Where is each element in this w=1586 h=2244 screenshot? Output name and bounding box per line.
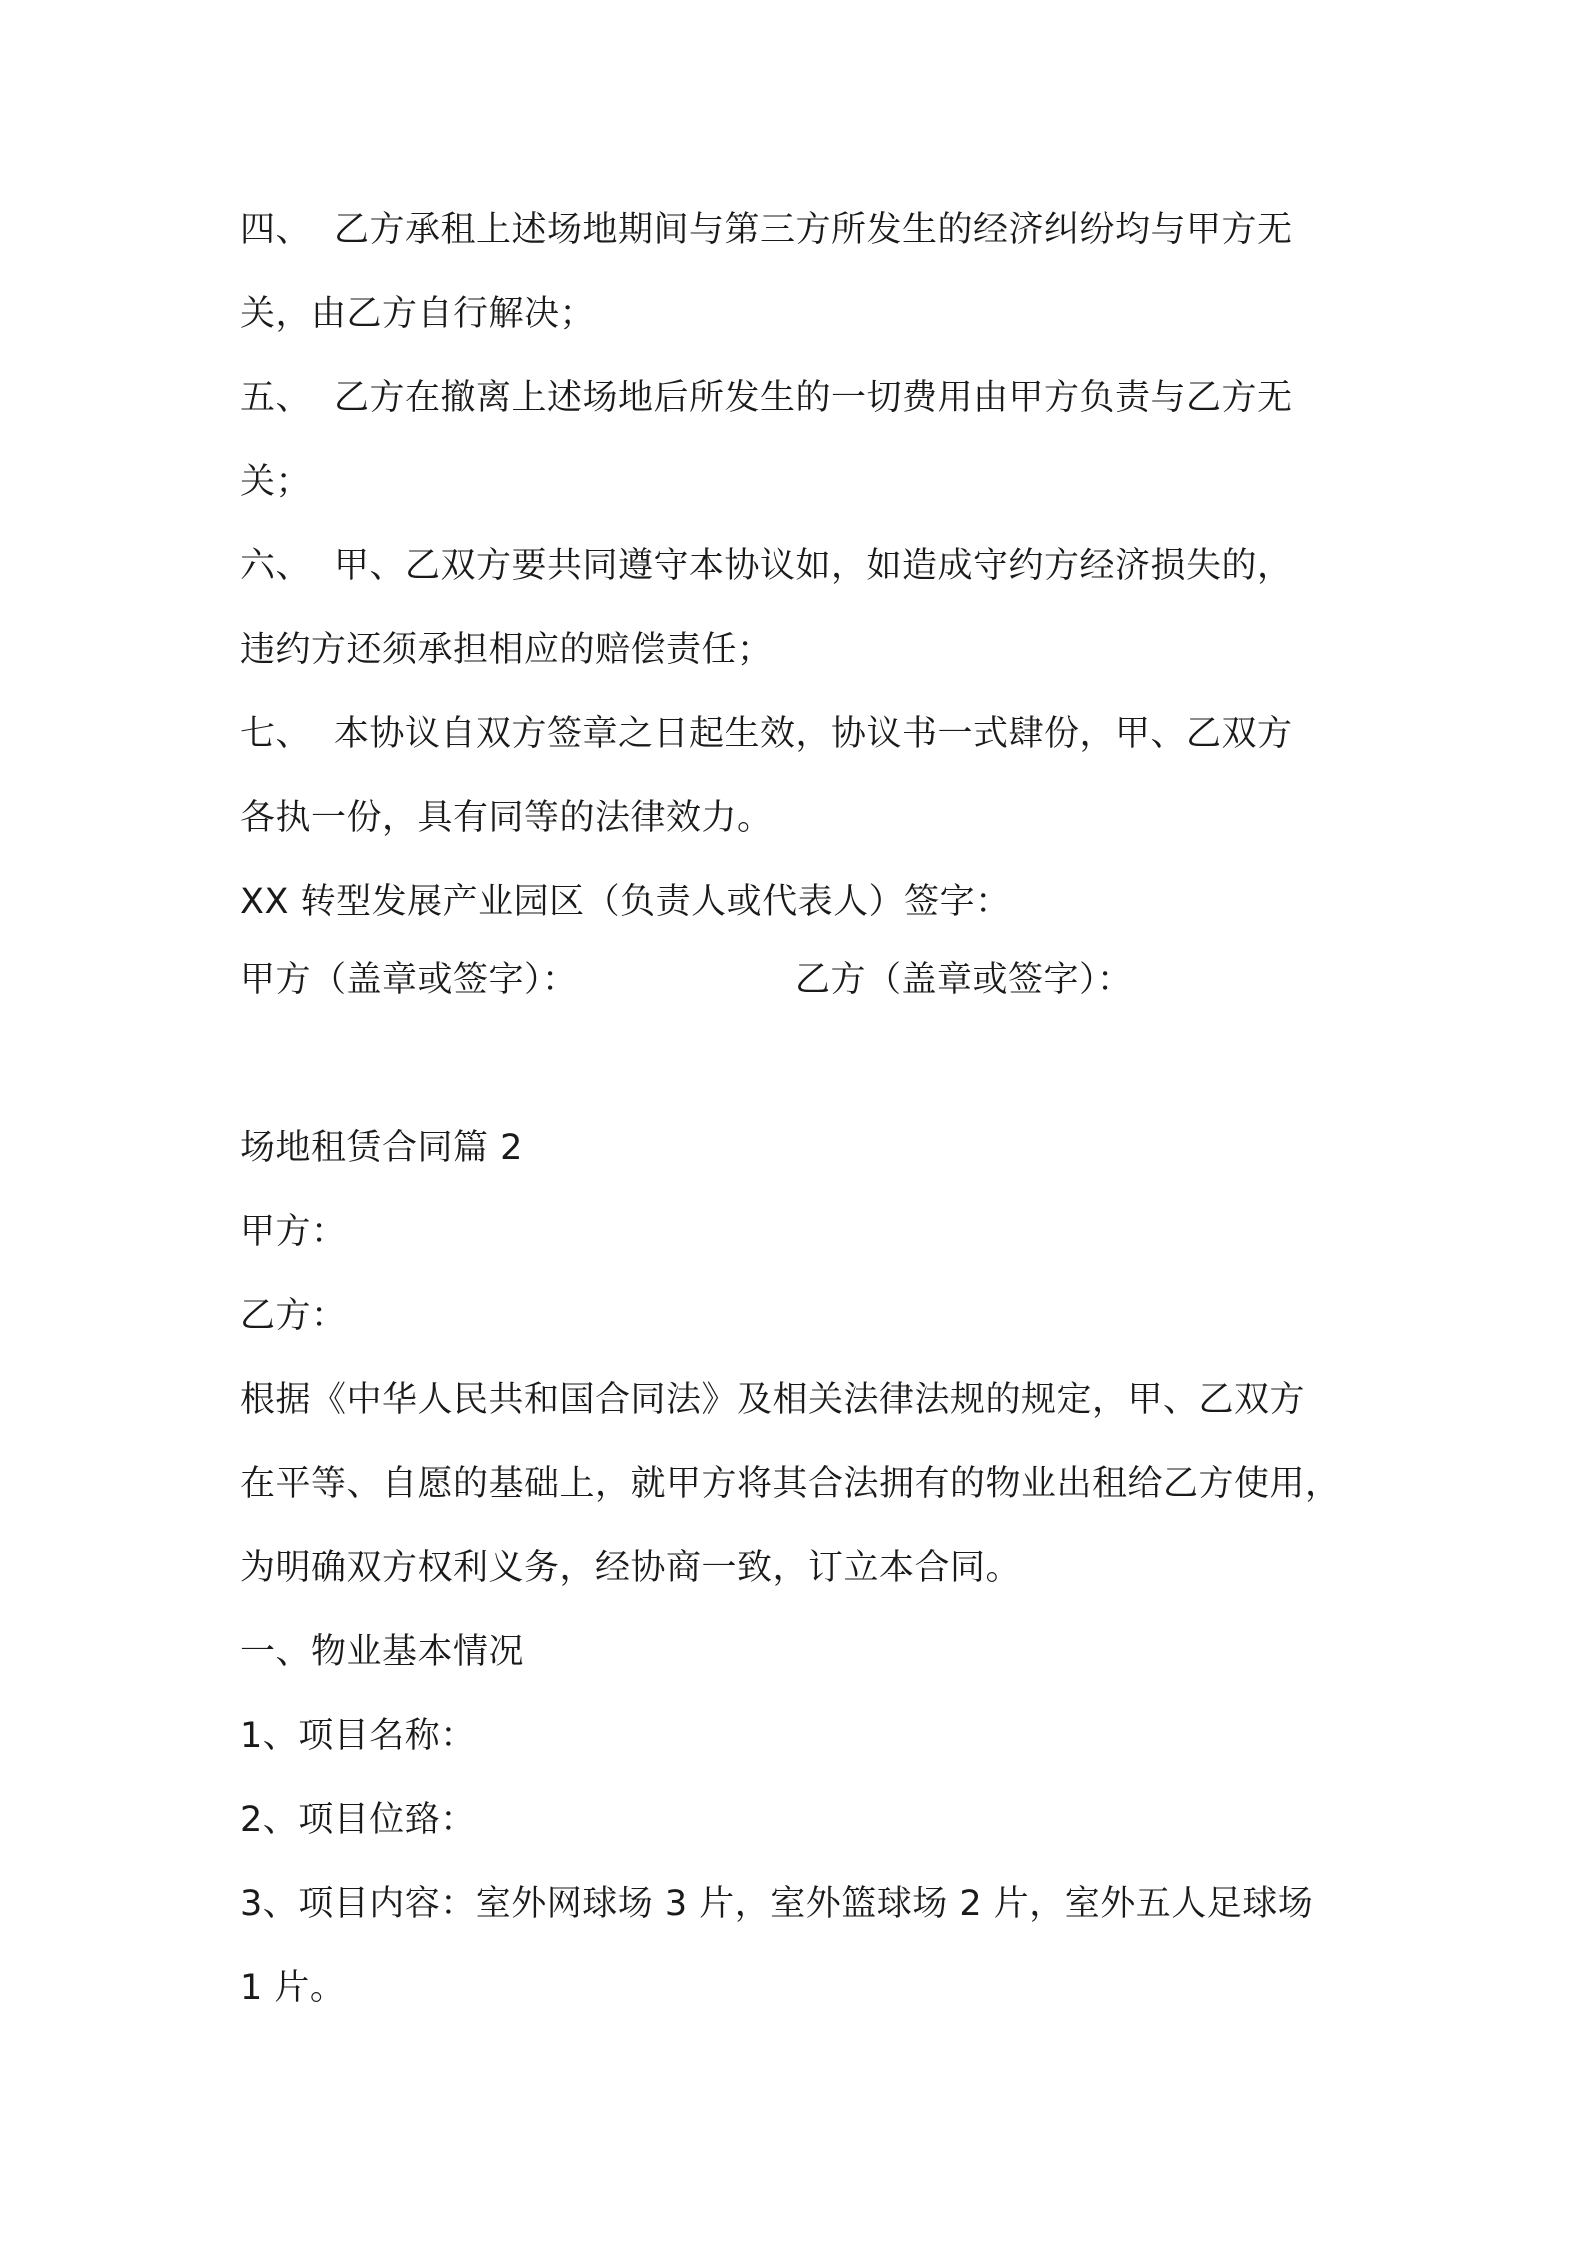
clause-text: 甲、乙双方要共同遵守本协议如，如造成守约方经济损失的， [334, 546, 1293, 586]
contract-2-intro-line-1: 根据《中华人民共和国合同法》及相关法律法规的规定，甲、乙双方 [240, 1380, 1306, 1420]
clause-text: 乙方在撤离上述场地后所发生的一切费用由甲方负责与乙方无 [334, 378, 1293, 418]
contract-2-party-a: 甲方： [240, 1212, 347, 1252]
item-3-project-content-line-1: 3、项目内容：室外网球场 3 片，室外篮球场 2 片，室外五人足球场 [240, 1884, 1314, 1924]
clause-6-line-1 [240, 542, 1360, 590]
item-3-project-content-line-2: 1 片。 [240, 1968, 346, 2008]
contract-2-intro-line-3: 为明确双方权利义务，经协商一致，订立本合同。 [240, 1548, 1022, 1588]
clause-7-line-1 [240, 710, 1360, 758]
clause-5-line-2: 关； [240, 462, 312, 502]
clause-number: 七、 [240, 714, 312, 754]
clause-text: 乙方承租上述场地期间与第三方所发生的经济纠纷均与甲方无 [334, 210, 1293, 250]
contract-2-title: 场地租赁合同篇 2 [240, 1128, 523, 1168]
contract-2-party-b: 乙方： [240, 1296, 347, 1336]
item-2-project-location: 2、项目位臵： [240, 1800, 476, 1840]
clause-4-line-2: 关，由乙方自行解决； [240, 294, 596, 334]
contract-2-intro-line-2: 在平等、自愿的基础上，就甲方将其合法拥有的物业出租给乙方使用， [240, 1464, 1341, 1504]
clause-7-line-2: 各执一份，具有同等的法律效力。 [240, 798, 773, 838]
clause-number: 四、 [240, 210, 312, 250]
clause-5-line-1 [240, 374, 1360, 422]
party-b-signature: 乙方（盖章或签字）： [795, 960, 1133, 1000]
park-signature-line: XX 转型发展产业园区（负责人或代表人）签字： [240, 882, 1011, 922]
party-a-signature: 甲方（盖章或签字）： [240, 960, 578, 1000]
clause-number: 六、 [240, 546, 312, 586]
section-1-heading: 一、物业基本情况 [240, 1632, 525, 1672]
item-1-project-name: 1、项目名称： [240, 1716, 476, 1756]
clause-6-line-2: 违约方还须承担相应的赔偿责任； [240, 630, 773, 670]
clause-text: 本协议自双方签章之日起生效，协议书一式肆份，甲、乙双方 [334, 714, 1293, 754]
party-signature-row [240, 956, 1360, 1004]
clause-number: 五、 [240, 378, 312, 418]
clause-4-line-1 [240, 206, 1360, 254]
